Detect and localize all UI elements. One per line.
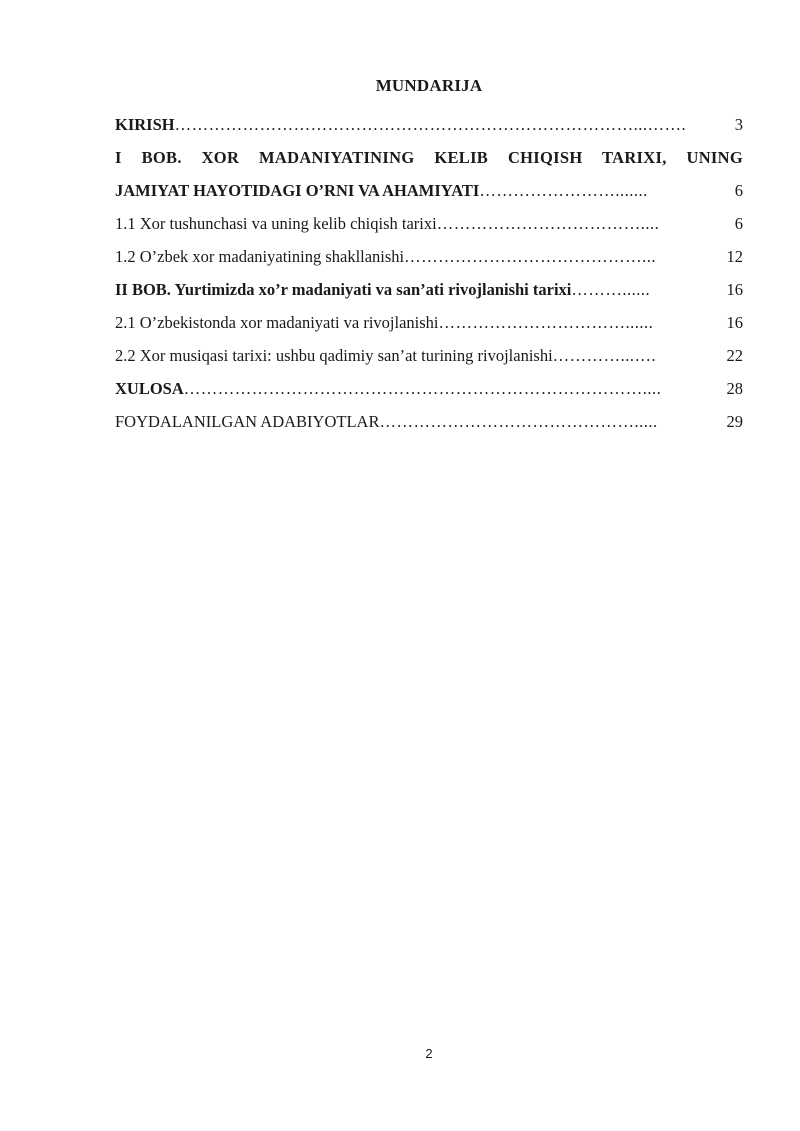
toc-leader-dots: ……………………………….... xyxy=(436,214,660,233)
toc-entry-label: 2.2 Xor musiqasi tarixi: ushbu qadimiy san’at turining rivojlanishi xyxy=(115,346,553,365)
toc-page-number: 3 xyxy=(734,115,743,134)
toc-page-number: 6 xyxy=(734,181,743,200)
toc-entry-2-1[interactable] xyxy=(115,306,743,339)
toc-leader-dots: ……………………....... xyxy=(479,181,648,200)
page-number: 2 xyxy=(425,1046,433,1061)
toc-entry-chapter-2[interactable] xyxy=(115,273,743,306)
toc-entry-1-1[interactable] xyxy=(115,207,743,240)
toc-entry-label-line1: I BOB. XOR MADANIYATINING KELIB CHIQISH TARIXI, UNING xyxy=(115,148,743,167)
toc-page-number: 22 xyxy=(726,346,743,365)
toc-page-number: 29 xyxy=(726,412,743,431)
toc-leader-dots: ………………………………………..... xyxy=(379,412,658,431)
toc-entry-kirish[interactable] xyxy=(115,108,743,141)
toc-entry-label: 1.2 O’zbek xor madaniyatining shakllanishi xyxy=(115,247,405,266)
toc-entry-label: KIRISH xyxy=(115,115,175,134)
toc-title: MUNDARIJA xyxy=(375,76,483,95)
toc-page-number: 16 xyxy=(726,313,743,332)
toc-entry-1-2[interactable] xyxy=(115,240,743,273)
toc-page-number: 16 xyxy=(726,280,743,299)
toc-page-number: 28 xyxy=(726,379,743,398)
toc-entry-bibliography[interactable] xyxy=(115,405,743,438)
toc-entry-label: II BOB. Yurtimizda xo’r madaniyati va san’ati rivojlanishi tarixi xyxy=(115,280,572,299)
toc-leader-dots: ………………………………………………………………………...……. xyxy=(174,115,687,134)
toc-leader-dots: ……………………………………………………………………….... xyxy=(183,379,662,398)
toc-entry-2-2[interactable] xyxy=(115,339,743,372)
toc-leader-dots: …………...…. xyxy=(552,346,657,365)
toc-entry-label: FOYDALANILGAN ADABIYOTLAR xyxy=(115,412,380,431)
toc-entry-label: 2.1 O’zbekistonda xor madaniyati va rivojlanishi xyxy=(115,313,439,332)
toc-entry-label: JAMIYAT HAYOTIDAGI O’RNI VA AHAMIYATI xyxy=(115,181,480,200)
toc-entry-label: 1.1 Xor tushunchasi va uning kelib chiqish tarixi xyxy=(115,214,437,233)
toc-page-number: 12 xyxy=(726,247,743,266)
toc-entry-xulosa[interactable] xyxy=(115,372,743,405)
table-of-contents xyxy=(115,108,743,438)
toc-entry-label: XULOSA xyxy=(115,379,184,398)
toc-leader-dots: ……………………………………... xyxy=(404,247,657,266)
toc-entry-chapter-1[interactable] xyxy=(115,141,743,207)
toc-leader-dots: ……………………………...... xyxy=(438,313,654,332)
toc-page-number: 6 xyxy=(734,214,743,233)
toc-leader-dots: ………...... xyxy=(571,280,651,299)
